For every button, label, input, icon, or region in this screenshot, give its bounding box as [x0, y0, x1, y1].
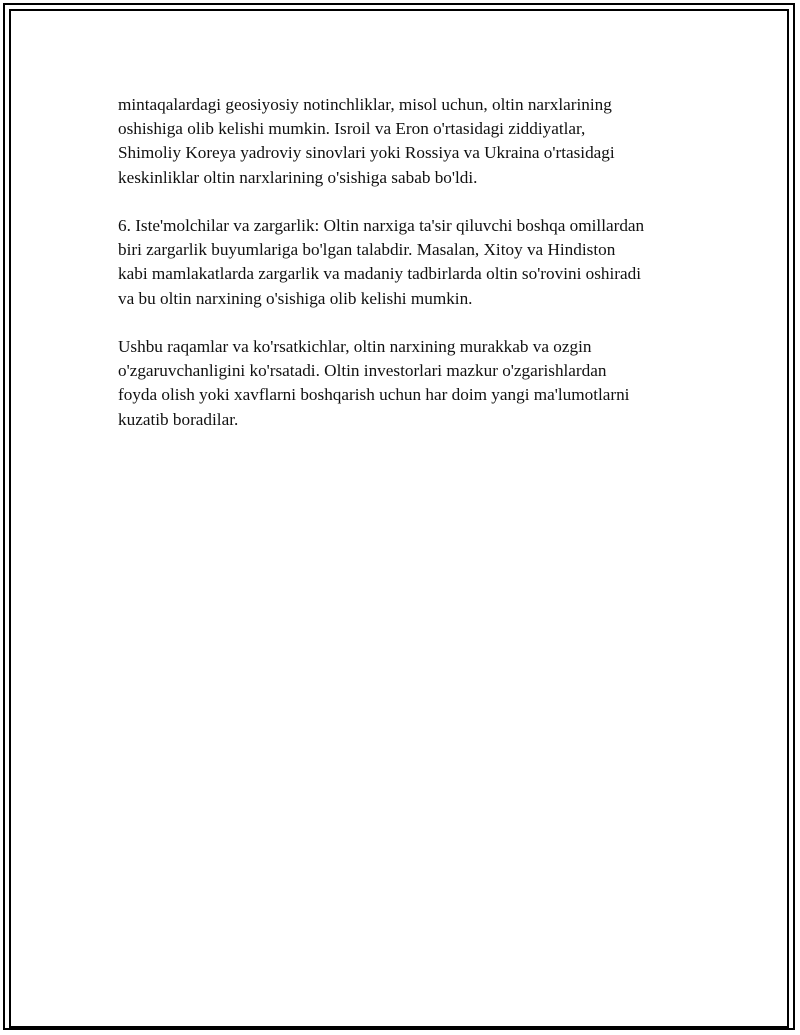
text-line: Ushbu raqamlar va ko'rsatkichlar, oltin narxining murakkab va ozgin: [118, 337, 592, 356]
text-line: mintaqalardagi geosiyosiy notinchliklar, misol uchun, oltin narxlarining: [118, 95, 612, 114]
text-line: Shimoliy Koreya yadroviy sinovlari yoki Rossiya va Ukraina o'rtasidagi: [118, 143, 615, 163]
document-body: [118, 93, 698, 456]
text-line: va bu oltin narxining o'sishiga olib kelishi mumkin.: [118, 288, 473, 308]
text-line: 6. Iste'molchilar va zargarlik: Oltin narxiga ta'sir qiluvchi boshqa omillardan: [118, 216, 645, 235]
text-line: o'zgaruvchanligini ko'rsatadi. Oltin investorlari mazkur o'zgarishlardan: [118, 361, 607, 381]
paragraph-geopolitics: [118, 93, 698, 190]
text-line: oshishiga olib kelishi mumkin. Isroil va Eron o'rtasidagi ziddiyatlar,: [118, 119, 586, 139]
text-line: foyda olish yoki xavflarni boshqarish uchun har doim yangi ma'lumotlarni: [118, 385, 630, 405]
text-line: kuzatib boradilar.: [118, 409, 239, 429]
text-line: biri zargarlik buyumlariga bo'lgan talabdir. Masalan, Xitoy va Hindiston: [118, 240, 616, 260]
paragraph-jewelry-demand: [118, 214, 698, 311]
text-line: kabi mamlakatlarda zargarlik va madaniy tadbirlarda oltin so'rovini oshiradi: [118, 264, 642, 284]
paragraph-conclusion: [118, 335, 698, 432]
text-line: keskinliklar oltin narxlarining o'sishiga sabab bo'ldi.: [118, 167, 478, 187]
